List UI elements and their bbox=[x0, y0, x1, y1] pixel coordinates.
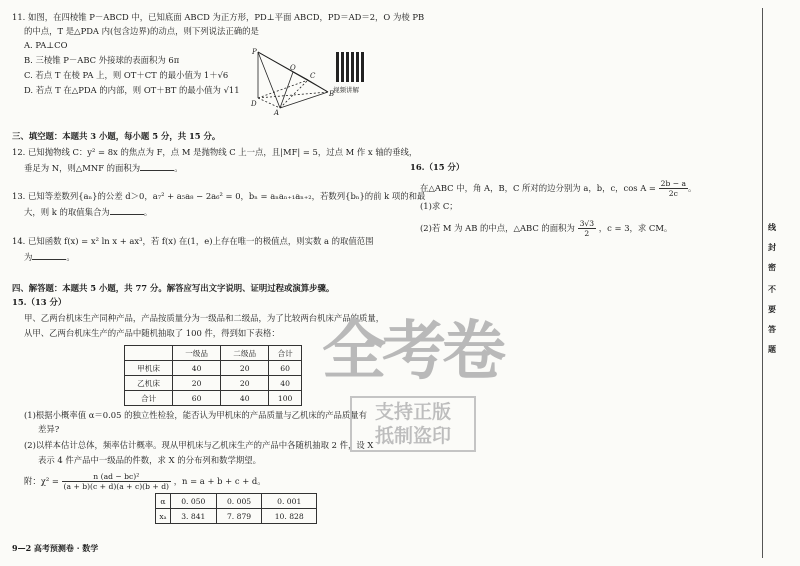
q15-part1-line2: 差异? bbox=[38, 424, 60, 434]
sidebar-char: 答 bbox=[768, 324, 776, 334]
q16-line1: 在△ABC 中，角 A，B，C 所对的边分别为 a，b，c，cos A = $\frac{2b - a}{2c}$ 。 bbox=[420, 179, 697, 198]
table-cell: 7. 879 bbox=[216, 509, 262, 524]
table-cell: xₐ bbox=[156, 509, 171, 524]
qr-label: 视频讲解 bbox=[333, 86, 359, 94]
q15-part2-line1: (2)以样本估计总体，频率估计概率。现从甲机床与乙机床生产的产品中各随机抽取 2 件，设 X bbox=[24, 440, 374, 450]
q12-line1: 12. 已知抛物线 C：y² = 8x 的焦点为 F，点 M 是抛物线 C 上一点，且|MF| = 5，过点 M 作 x 轴的垂线， bbox=[12, 147, 418, 157]
q16-area-den: 2 bbox=[584, 229, 590, 238]
formula-prefix: 附：χ² = bbox=[24, 476, 59, 486]
qr-code-icon[interactable] bbox=[336, 52, 366, 82]
table-cell: 40 bbox=[269, 376, 302, 391]
q15-line2: 从甲、乙两台机床生产的产品中随机抽取了 100 件，得到如下表格： bbox=[24, 328, 280, 338]
q16-area-fraction bbox=[578, 219, 597, 238]
sidebar-char: 线 bbox=[768, 222, 776, 232]
table-cell: 20 bbox=[221, 376, 269, 391]
table-cell: 60 bbox=[269, 361, 302, 376]
q15-part2-line2: 表示 4 件产品中一级品的件数，求 X 的分布列和数学期望。 bbox=[38, 455, 261, 465]
q13-line1: 13. 已知等差数列{aₙ}的公差 d＞0，a₇² + a₅a₈ − 2a₆² = 0，bₙ = aₙaₙ₊₁aₙ₊₂，若数列{bₙ}的前 k 项的和最 bbox=[12, 191, 426, 201]
q15-line1: 甲、乙两台机床生产同种产品，产品按质量分为一级品和二级品，为了比较两台机床产品的质量， bbox=[24, 313, 385, 323]
table-cell: 20 bbox=[173, 376, 221, 391]
q16-frac-num: 2b − a bbox=[660, 179, 687, 188]
table-cell: 20 bbox=[221, 361, 269, 376]
sidebar-char: 不 bbox=[768, 284, 776, 294]
q11-option-d: D. 若点 T 在△PDA 的内部，则 OT＋BT 的最小值为 √11 bbox=[24, 85, 240, 95]
q16-area-num: 3√3 bbox=[579, 219, 595, 228]
q16-part2-tail: ，c = 3，求 CM。 bbox=[598, 223, 673, 233]
q12-line2: 垂足为 N，则△MNF 的面积为 。 bbox=[24, 163, 183, 173]
table-cell: 乙机床 bbox=[125, 376, 173, 391]
q11-stem-line2: 的中点，T 是△PDA 内(包含边界)的动点，则下列说法正确的是 bbox=[24, 26, 259, 36]
stamp-line2: 抵制盗印 bbox=[374, 425, 451, 447]
fig-label-a: A bbox=[274, 109, 280, 116]
q11-option-a: A. PA⊥CO bbox=[24, 40, 68, 50]
table-cell: 60 bbox=[173, 391, 221, 406]
q11-option-b: B. 三棱锥 P－ABC 外接球的表面积为 6π bbox=[24, 55, 180, 65]
q12-answer-blank[interactable] bbox=[140, 162, 174, 171]
table-row bbox=[125, 361, 302, 376]
formula-fraction bbox=[62, 472, 171, 491]
sidebar-char: 封 bbox=[768, 242, 776, 252]
q16-frac-den: 2c bbox=[668, 189, 678, 198]
table-cell: 甲机床 bbox=[125, 361, 173, 376]
table-cell: 40 bbox=[221, 391, 269, 406]
q14-line1: 14. 已知函数 f(x) = x² ln x + ax³，若 f(x) 在(1，e)上存在唯一的极值点，则实数 a 的取值范围 bbox=[12, 236, 374, 246]
sidebar-char: 题 bbox=[768, 344, 776, 354]
q16-part1: (1)求 C； bbox=[420, 201, 458, 211]
section4-heading: 四、解答题：本题共 5 小题，共 77 分。解答应写出文字说明、证明过程或演算步骤。 bbox=[12, 283, 335, 293]
page-footer: 9—2 高考预测卷 · 数学 bbox=[12, 543, 99, 553]
table-cell: 40 bbox=[173, 361, 221, 376]
q14-line2-text: 为 bbox=[24, 252, 33, 262]
table-cell: 合计 bbox=[125, 391, 173, 406]
q15-number: 15.（13 分） bbox=[12, 297, 67, 307]
table-cell: 0. 050 bbox=[170, 494, 216, 509]
stamp-line1: 支持正版 bbox=[374, 401, 451, 423]
table-cell: 0. 005 bbox=[216, 494, 262, 509]
q13-line2-text: 大，则 k 的取值集合为 bbox=[24, 207, 110, 217]
q11-stem-line1: 11. 如图，在四棱锥 P－ABCD 中，已知底面 ABCD 为正方形，PD⊥平面 ABCD，PD＝AD＝2，O 为棱 PB bbox=[12, 12, 425, 22]
q15-part1-line1: (1)根据小概率值 α＝0.05 的独立性检验，能否认为甲机床的产品质量与乙机床的产品质量有 bbox=[24, 410, 367, 420]
fig-label-c: C bbox=[310, 72, 316, 80]
fig-label-b: B bbox=[329, 90, 335, 98]
q13-answer-blank[interactable] bbox=[110, 206, 144, 215]
critical-value-table bbox=[155, 493, 317, 524]
q16-number: 16.（15 分） bbox=[410, 162, 465, 172]
table-row bbox=[125, 346, 302, 361]
sidebar-char: 密 bbox=[768, 262, 776, 272]
table-cell: 10. 828 bbox=[262, 509, 317, 524]
formula-denominator: (a + b)(c + d)(a + c)(b + d) bbox=[63, 482, 170, 491]
q14-line2: 为 。 bbox=[24, 252, 75, 262]
sidebar-char: 要 bbox=[768, 304, 776, 314]
q16-part2 bbox=[420, 218, 672, 238]
table-row bbox=[125, 391, 302, 406]
table-cell bbox=[125, 346, 173, 361]
binding-line bbox=[762, 8, 763, 558]
table-cell: 0. 001 bbox=[262, 494, 317, 509]
table-row bbox=[125, 376, 302, 391]
q16-part2-text: (2)若 M 为 AB 的中点，△ABC 的面积为 bbox=[420, 223, 575, 233]
pyramid-figure bbox=[250, 46, 336, 116]
formula-suffix: ，n = a + b + c + d。 bbox=[173, 476, 266, 486]
q16-line1-text: 在△ABC 中，角 A，B，C 所对的边分别为 a，b，c，cos A = bbox=[420, 183, 656, 193]
table-cell: 100 bbox=[269, 391, 302, 406]
chi-square-formula bbox=[24, 470, 266, 492]
brand-watermark: 全考卷 bbox=[322, 314, 502, 389]
q13-line2: 大，则 k 的取值集合为 。 bbox=[24, 207, 153, 217]
fig-label-p: P bbox=[252, 48, 257, 56]
q11-option-c: C. 若点 T 在棱 PA 上，则 OT＋CT 的最小值为 1＋√6 bbox=[24, 70, 229, 80]
anti-piracy-stamp bbox=[350, 396, 476, 452]
formula-numerator: n (ad − bc)² bbox=[62, 472, 171, 482]
section3-heading: 三、填空题：本题共 3 小题，每小题 5 分，共 15 分。 bbox=[12, 131, 221, 141]
contingency-table bbox=[124, 345, 302, 406]
q12-line2-text: 垂足为 N，则△MNF 的面积为 bbox=[24, 163, 141, 173]
table-row bbox=[156, 509, 317, 524]
table-cell: α bbox=[156, 494, 171, 509]
table-cell: 一级品 bbox=[173, 346, 221, 361]
fig-label-d: D bbox=[251, 100, 257, 108]
table-cell: 3. 841 bbox=[170, 509, 216, 524]
table-cell: 合计 bbox=[269, 346, 302, 361]
table-cell: 二级品 bbox=[221, 346, 269, 361]
fig-label-o: O bbox=[290, 64, 296, 72]
table-row bbox=[156, 494, 317, 509]
q16-fraction bbox=[659, 179, 688, 198]
q14-answer-blank[interactable] bbox=[32, 251, 66, 260]
